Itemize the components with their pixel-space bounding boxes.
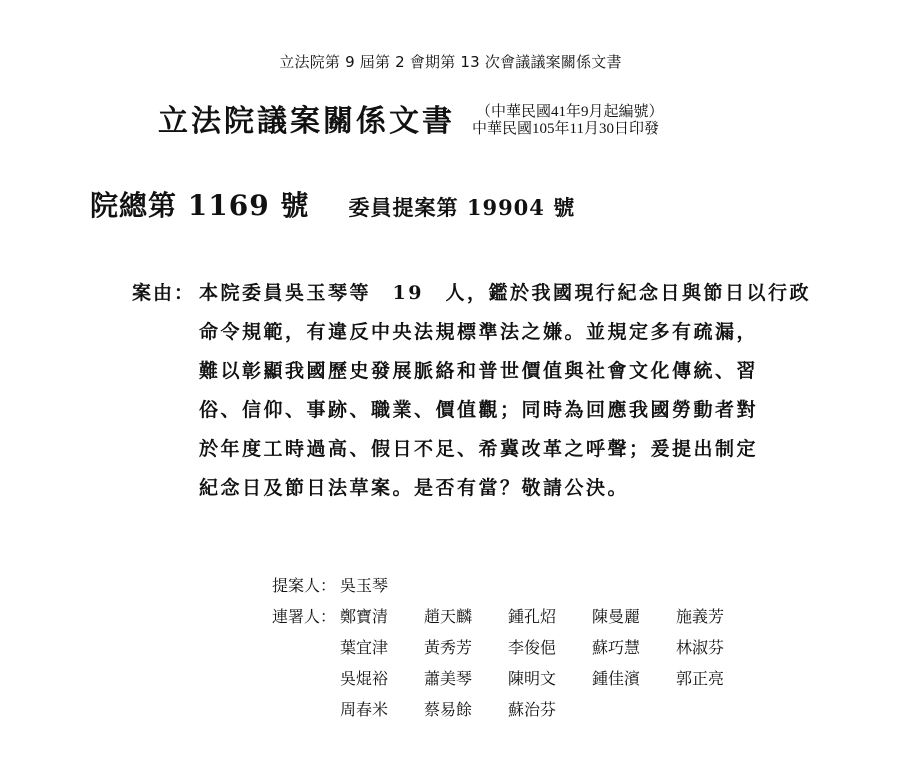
cosigner-name: 蕭美琴 bbox=[424, 669, 473, 688]
cosigner-name: 鍾佳濱 bbox=[592, 669, 641, 688]
session-header: 立法院第 9 屆第 2 會期第 13 次會議議案關係文書 bbox=[279, 53, 622, 71]
cosigner-name: 鍾孔炤 bbox=[508, 607, 557, 626]
cosigner-row bbox=[272, 632, 760, 663]
reason-line: 命令規範，有違反中央法規標準法之嫌。並規定多有疏漏， bbox=[199, 321, 759, 343]
document-numbers bbox=[90, 186, 575, 228]
cosigner-name: 吳焜裕 bbox=[340, 669, 389, 688]
cosigner-name: 施義芳 bbox=[676, 607, 725, 626]
cosigner-name: 李俊俋 bbox=[508, 638, 557, 657]
cosigner-name: 趙天麟 bbox=[424, 607, 473, 626]
cosigner-name: 周春米 bbox=[340, 700, 389, 719]
committee-proposal-number: 委員提案第 19904 號 bbox=[348, 195, 576, 220]
proposer-label: 提案人： bbox=[272, 576, 337, 595]
reason-line bbox=[132, 274, 822, 313]
cosigner-name: 蘇治芬 bbox=[508, 700, 557, 719]
proposer-row bbox=[272, 570, 760, 601]
proposer-name: 吳玉琴 bbox=[340, 576, 389, 595]
cosigner-row bbox=[272, 694, 760, 725]
cosigner-row bbox=[272, 601, 760, 632]
reason-line: 難以彰顯我國歷史發展脈絡和普世價值與社會文化傳統、習 bbox=[199, 360, 759, 382]
cosigner-name: 林淑芬 bbox=[676, 638, 725, 657]
reason-line: 俗、信仰、事跡、職業、價值觀；同時為回應我國勞動者對 bbox=[199, 399, 759, 421]
cosigner-name: 鄭寶清 bbox=[340, 607, 389, 626]
sponsors-list bbox=[272, 570, 760, 725]
edition-note: （中華民國41年9月起編號） bbox=[476, 104, 664, 120]
cosigner-name: 葉宜津 bbox=[340, 638, 389, 657]
row-indent bbox=[272, 663, 340, 694]
row-indent bbox=[272, 632, 340, 663]
row-indent bbox=[272, 694, 340, 725]
cosigner-name: 黃秀芳 bbox=[424, 638, 473, 657]
print-date-note: 中華民國105年11月30日印發 bbox=[472, 121, 659, 137]
document-title: 立法院議案關係文書 bbox=[158, 104, 455, 139]
reason-line: 紀念日及節日法草案。是否有當？敬請公決。 bbox=[199, 477, 630, 499]
title-notes bbox=[472, 104, 664, 138]
cosigner-label: 連署人： bbox=[272, 607, 337, 626]
reason-line: 於年度工時過高、假日不足、希冀改革之呼聲；爰提出制定 bbox=[199, 438, 759, 460]
case-reason bbox=[132, 274, 822, 508]
cosigner-name: 郭正亮 bbox=[676, 669, 725, 688]
cosigner-name: 陳明文 bbox=[508, 669, 557, 688]
general-doc-number: 院總第 1169 號 bbox=[90, 189, 310, 222]
cosigner-name: 蘇巧慧 bbox=[592, 638, 641, 657]
cosigner-name: 陳曼麗 bbox=[592, 607, 641, 626]
cosigner-row bbox=[272, 663, 760, 694]
cosigner-name: 蔡易餘 bbox=[424, 700, 473, 719]
reason-label: 案由： bbox=[132, 282, 196, 304]
reason-text: 本院委員吳玉琴等 19 人，鑑於我國現行紀念日與節日以行政 bbox=[199, 282, 811, 304]
